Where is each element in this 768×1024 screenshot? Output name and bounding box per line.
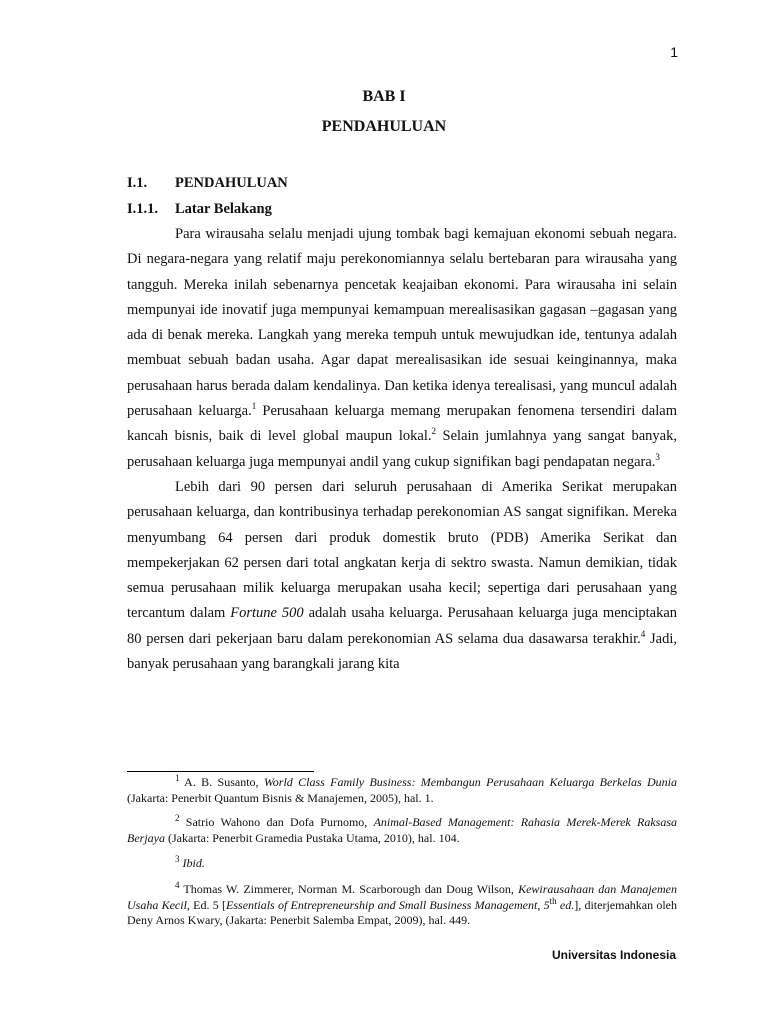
footnote xyxy=(127,775,677,806)
footnote-italic: Kewirausahaan dan Manajemen Usaha Kecil xyxy=(127,882,678,912)
paragraph xyxy=(127,222,677,475)
footnote-text: Satrio Wahono dan Dofa Purnomo, xyxy=(179,815,374,829)
chapter-label: BAB I xyxy=(362,88,406,105)
paragraph-text: adalah usaha keluarga. Perusahaan keluarga juga menciptakan 80 persen dari pekerjaan baru dalam perekonomian AS selama dua dasawarsa terakhir. xyxy=(127,605,678,647)
footnote-ref: 1 xyxy=(251,401,257,412)
footnote-italic: ed. xyxy=(556,897,575,912)
footnote-ref: 2 xyxy=(431,426,436,437)
paragraph-text: Lebih dari 90 persen dari seluruh perusahaan di Amerika Serikat merupakan perusahaan keluarga, dan kontribusinya terhadap perekonomian AS sangat signifikan. Mereka menyumbang 64 persen dari produk domestik bruto (PDB) Amerika Serikat dan mempekerjakan 62 persen dari total angkatan kerja di sektro swasta. Namun demikian, tidak semua perusahaan milik keluarga merupakan usaha kecil; sepertiga dari perusahaan yang tercantum dalam xyxy=(127,478,677,622)
footnote-italic: World Class Family Business: Membangun Perusahaan Keluarga Berkelas Dunia xyxy=(263,775,678,789)
footnote-text: ], diterjemahkan oleh Deny Arnos Kwary, (Jakarta: Penerbit Salemba Empat, 2009), hal. 449. xyxy=(127,897,678,927)
footnote xyxy=(127,856,677,872)
footnote-superscript: th xyxy=(549,895,557,906)
paragraph-text: Jadi, banyak perusahaan yang barangkali jarang kita xyxy=(127,630,678,673)
footnote-text: , Ed. 5 [ xyxy=(186,897,227,912)
subsection-title: Latar Belakang xyxy=(175,201,272,217)
section-title: PENDAHULUAN xyxy=(175,175,288,191)
body-text xyxy=(127,222,677,677)
subsection-number: I.1.1. xyxy=(127,201,159,217)
footnote-ref: 3 xyxy=(655,451,660,462)
section-heading xyxy=(127,175,288,192)
page-number: 1 xyxy=(670,44,678,60)
page-footer: Universitas Indonesia xyxy=(551,948,676,962)
footnote-ref: 4 xyxy=(640,628,646,639)
paragraph-text: Selain jumlahnya yang sangat banyak, perusahaan keluarga juga mempunyai andil yang cukup signifikan bagi pendapatan negara. xyxy=(127,428,677,470)
footnote xyxy=(127,882,677,929)
paragraph-text: Perusahaan keluarga memang merupakan fenomena tersendiri dalam kancah bisnis, baik di level global maupun lokal. xyxy=(127,403,677,445)
italic-title: Fortune 500 xyxy=(230,605,304,622)
footnote-number: 1 xyxy=(175,773,180,783)
section-number: I.1. xyxy=(127,175,148,191)
footnote-text: (Jakarta: Penerbit Quantum Bisnis & Manajemen, 2005), hal. 1. xyxy=(127,790,434,805)
footnote xyxy=(127,815,677,846)
footnote-italic: Essentials of Entrepreneurship and Small Business Management, 5 xyxy=(226,897,550,912)
footnote-divider xyxy=(127,771,314,772)
subsection-heading xyxy=(127,201,272,218)
paragraph xyxy=(127,475,677,677)
footnote-text: (Jakarta: Penerbit Gramedia Pustaka Utama, 2010), hal. 104. xyxy=(165,830,460,845)
footnote-text: Thomas W. Zimmerer, Norman M. Scarborough dan Doug Wilson, xyxy=(179,882,519,896)
chapter-title: PENDAHULUAN xyxy=(321,118,447,135)
footnote-number: 4 xyxy=(175,880,180,890)
footnote-number: 3 xyxy=(175,854,180,864)
footnote-number: 2 xyxy=(175,813,180,823)
footnote-italic: Ibid. xyxy=(182,856,205,870)
footnote-italic: Animal-Based Management: Rahasia Merek-Merek Raksasa Berjaya xyxy=(127,815,677,845)
paragraph-text: Para wirausaha selalu menjadi ujung tombak bagi kemajuan ekonomi sebuah negara. Di negara-negara yang relatif maju perekonomiannya selalu bertebaran para wirausaha yang tangguh. Mereka inilah sebenarnya pencetak keajaiban ekonomi. Para wirausaha ini selain mempunyai ide inovatif juga mempunyai kemampuan merealisasikan gagasan –gagasan yang ada di benak mereka. Langkah yang mereka tempuh untuk mewujudkan ide, tentunya adalah membuat sebuah badan usaha. Agar dapat merealisasikan ide sesuai keinginannya, maka perusahaan harus berada dalam kendalinya. Dan ketika idenya terealisasi, yang muncul adalah perusahaan keluarga. xyxy=(127,226,677,420)
footnote-text: A. B. Susanto, xyxy=(179,775,264,789)
